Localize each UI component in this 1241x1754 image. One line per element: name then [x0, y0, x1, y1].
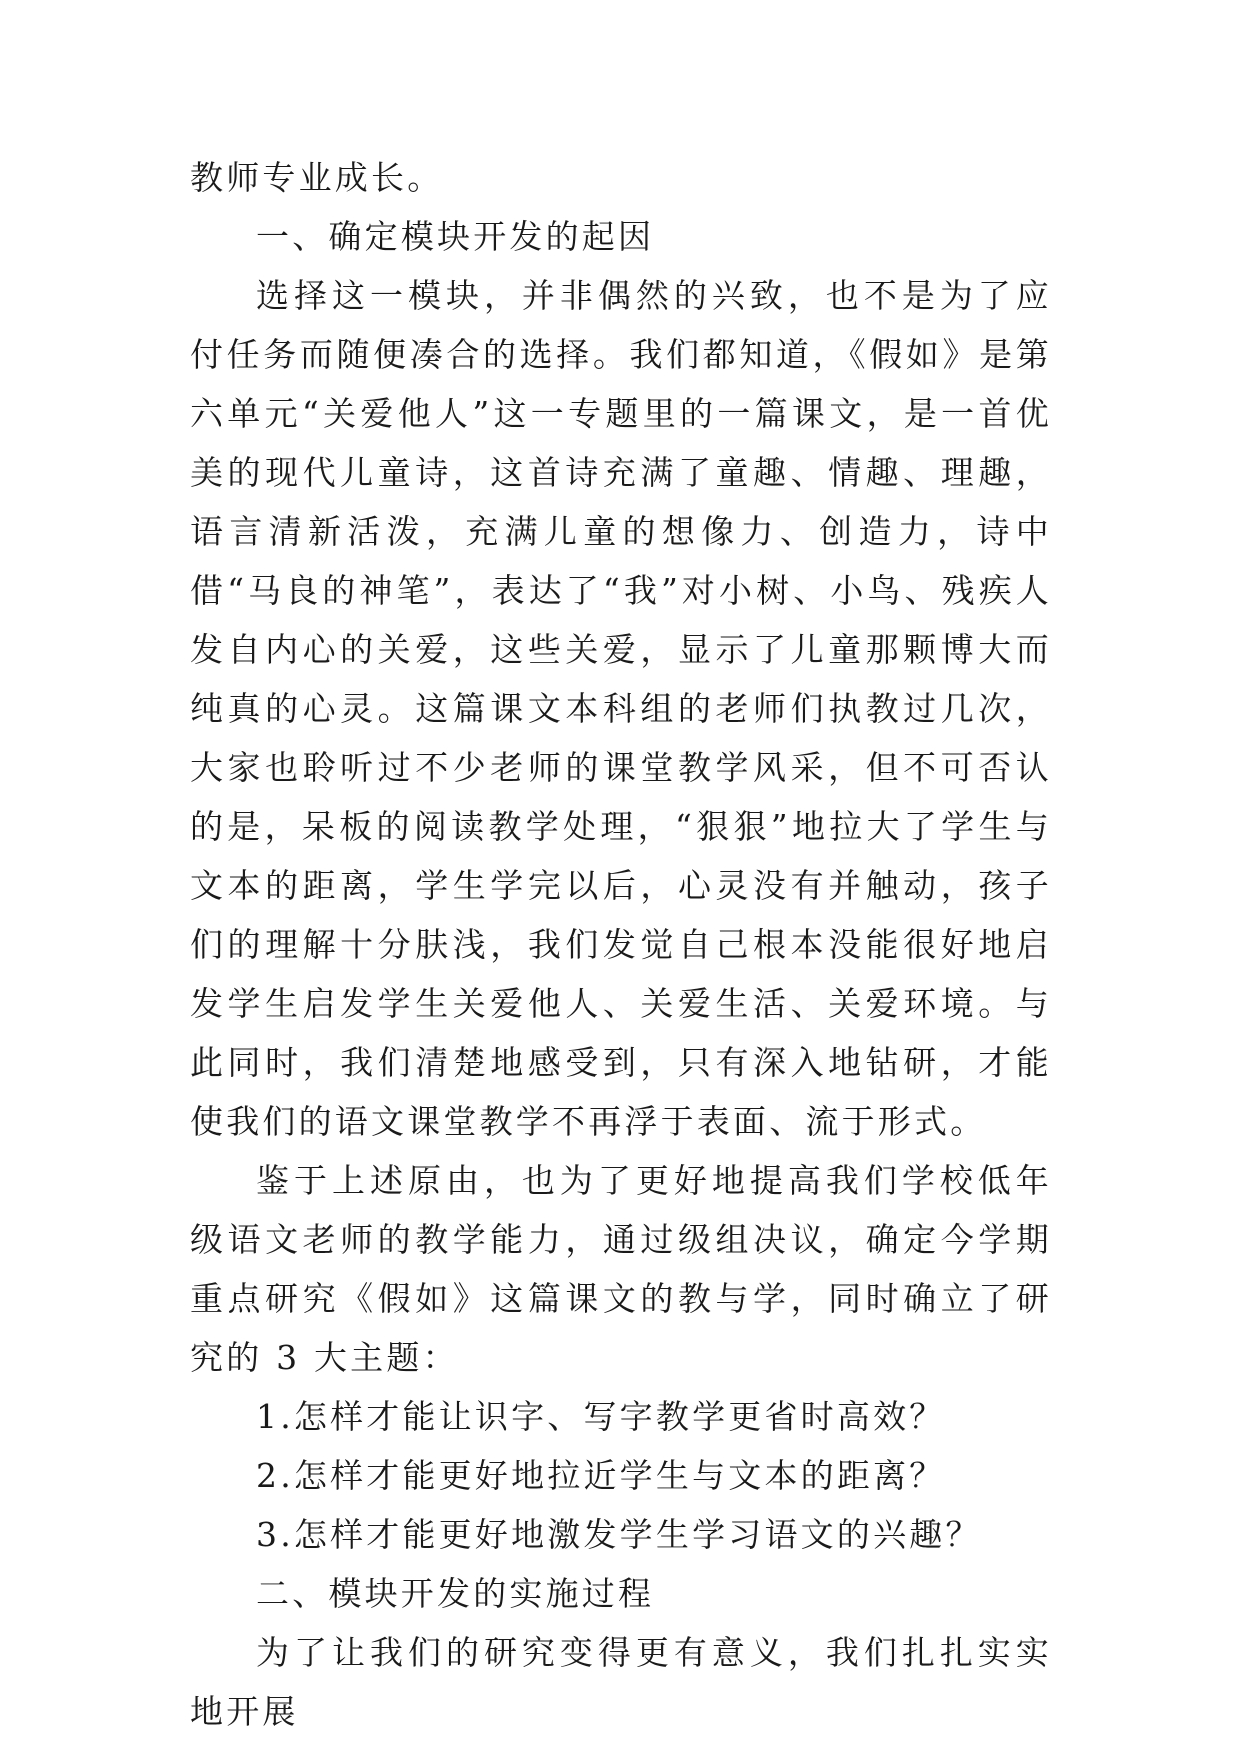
paragraph-reason: 选择这一模块，并非偶然的兴致，也不是为了应付任务而随便凑合的选择。我们都知道，《假如》是第六单元“关爱他人”这一专题里的一篇课文，是一首优美的现代儿童诗，这首诗充满了童趣、情趣、理趣，语言清新活泼，充满儿童的想像力、创造力，诗中借“马良的神笔”，表达了“我”对小树、小鸟、残疾人发自内心的关爱，这些关爱，显示了儿童那颗博大而纯真的心灵。这篇课文本科组的老师们执教过几次，大家也聆听过不少老师的课堂教学风采，但不可否认的是，呆板的阅读教学处理，“狠狠”地拉大了学生与文本的距离，学生学完以后，心灵没有并触动，孩子们的理解十分肤浅，我们发觉自己根本没能很好地启发学生启发学生关爱他人、关爱生活、关爱环境。与此同时，我们清楚地感受到，只有深入地钻研，才能使我们的语文课堂教学不再浮于表面、流于形式。	[190, 276, 1052, 1141]
paragraph-continuation: 教师专业成长。	[190, 158, 444, 197]
research-question-1: 1.怎样才能让识字、写字教学更省时高效？	[256, 1397, 946, 1436]
section-heading-2: 二、模块开发的实施过程	[256, 1574, 655, 1613]
paragraph-decision: 鉴于上述原由，也为了更好地提高我们学校低年级语文老师的教学能力，通过级组决议，确定今学期重点研究《假如》这篇课文的教与学，同时确立了研究的 3 大主题：	[190, 1161, 1052, 1377]
document-body	[190, 148, 1052, 1741]
research-question-3: 3.怎样才能更好地激发学生学习语文的兴趣？	[256, 1515, 982, 1554]
paragraph-implementation: 为了让我们的研究变得更有意义，我们扎扎实实地开展	[190, 1633, 1052, 1731]
section-heading-1: 一、确定模块开发的起因	[256, 217, 655, 256]
research-question-2: 2.怎样才能更好地拉近学生与文本的距离？	[256, 1456, 946, 1495]
